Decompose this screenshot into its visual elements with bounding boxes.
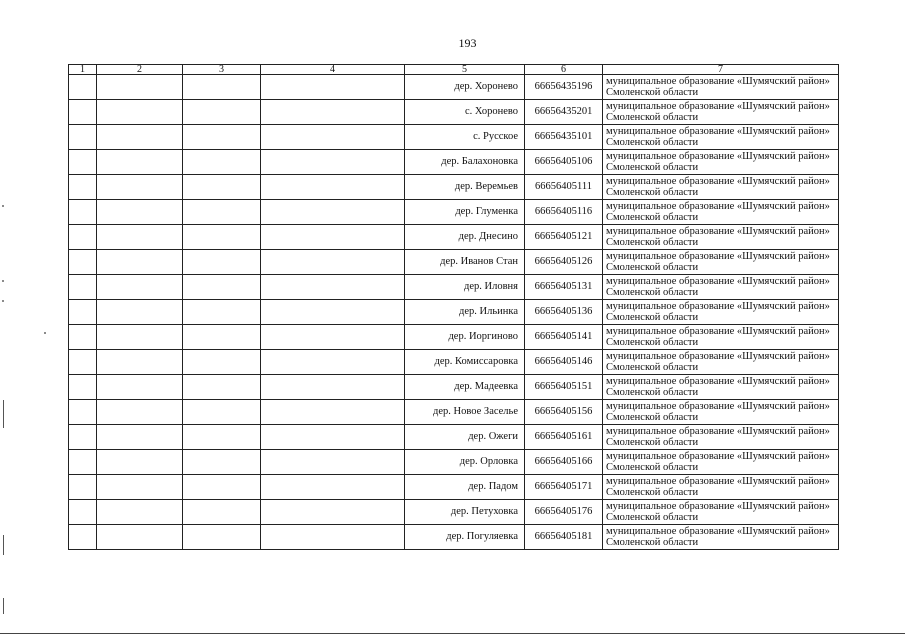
empty-cell — [69, 125, 97, 150]
oktmo-code: 66656405116 — [525, 200, 603, 225]
column-header: 4 — [261, 65, 405, 75]
empty-cell — [261, 500, 405, 525]
empty-cell — [97, 300, 183, 325]
empty-cell — [183, 350, 261, 375]
empty-cell — [97, 450, 183, 475]
oktmo-code: 66656405151 — [525, 375, 603, 400]
oktmo-code: 66656405111 — [525, 175, 603, 200]
table-row — [69, 375, 839, 400]
empty-cell — [183, 475, 261, 500]
oktmo-code: 66656405171 — [525, 475, 603, 500]
table-row — [69, 300, 839, 325]
empty-cell — [97, 475, 183, 500]
empty-cell — [183, 275, 261, 300]
empty-cell — [97, 325, 183, 350]
empty-cell — [261, 475, 405, 500]
empty-cell — [183, 450, 261, 475]
oktmo-code: 66656405146 — [525, 350, 603, 375]
empty-cell — [69, 275, 97, 300]
empty-cell — [97, 275, 183, 300]
column-header: 7 — [603, 65, 839, 75]
empty-cell — [69, 475, 97, 500]
scan-margin-mark — [3, 598, 4, 614]
table-row — [69, 450, 839, 475]
empty-cell — [183, 300, 261, 325]
empty-cell — [261, 75, 405, 100]
settlement-name: дер. Балахоновка — [405, 150, 525, 175]
settlement-name: дер. Орловка — [405, 450, 525, 475]
table-row — [69, 325, 839, 350]
column-header: 6 — [525, 65, 603, 75]
table-row — [69, 200, 839, 225]
municipality-name: муниципальное образование «Шумячский район» Смоленской области — [603, 150, 839, 175]
municipality-name: муниципальное образование «Шумячский район» Смоленской области — [603, 350, 839, 375]
empty-cell — [183, 500, 261, 525]
scan-dot — [2, 205, 4, 207]
settlement-name: дер. Погуляевка — [405, 525, 525, 550]
settlement-name: дер. Падом — [405, 475, 525, 500]
empty-cell — [69, 375, 97, 400]
table-row — [69, 350, 839, 375]
table-row — [69, 475, 839, 500]
oktmo-code: 66656405176 — [525, 500, 603, 525]
municipality-name: муниципальное образование «Шумячский район» Смоленской области — [603, 525, 839, 550]
empty-cell — [97, 100, 183, 125]
oktmo-code: 66656405136 — [525, 300, 603, 325]
oktmo-code: 66656405126 — [525, 250, 603, 275]
empty-cell — [97, 250, 183, 275]
empty-cell — [261, 225, 405, 250]
scan-margin-mark — [3, 535, 4, 555]
table-row — [69, 125, 839, 150]
oktmo-code: 66656405156 — [525, 400, 603, 425]
municipality-name: муниципальное образование «Шумячский район» Смоленской области — [603, 500, 839, 525]
settlement-name: дер. Иоргиново — [405, 325, 525, 350]
empty-cell — [261, 175, 405, 200]
scan-dot — [2, 280, 4, 282]
empty-cell — [97, 175, 183, 200]
municipality-name: муниципальное образование «Шумячский район» Смоленской области — [603, 400, 839, 425]
oktmo-code: 66656435101 — [525, 125, 603, 150]
empty-cell — [261, 300, 405, 325]
empty-cell — [69, 300, 97, 325]
empty-cell — [97, 150, 183, 175]
column-number-row — [69, 65, 839, 75]
oktmo-code: 66656405131 — [525, 275, 603, 300]
empty-cell — [261, 450, 405, 475]
empty-cell — [69, 500, 97, 525]
empty-cell — [261, 400, 405, 425]
empty-cell — [183, 100, 261, 125]
municipality-name: муниципальное образование «Шумячский район» Смоленской области — [603, 175, 839, 200]
municipality-name: муниципальное образование «Шумячский район» Смоленской области — [603, 250, 839, 275]
settlement-name: с. Русское — [405, 125, 525, 150]
empty-cell — [69, 150, 97, 175]
empty-cell — [261, 250, 405, 275]
empty-cell — [69, 400, 97, 425]
empty-cell — [97, 225, 183, 250]
municipality-name: муниципальное образование «Шумячский район» Смоленской области — [603, 475, 839, 500]
settlement-name: дер. Иванов Стан — [405, 250, 525, 275]
municipality-name: муниципальное образование «Шумячский район» Смоленской области — [603, 375, 839, 400]
empty-cell — [69, 525, 97, 550]
municipality-name: муниципальное образование «Шумячский район» Смоленской области — [603, 450, 839, 475]
empty-cell — [183, 75, 261, 100]
scan-dot — [44, 332, 46, 334]
page-number: 193 — [458, 36, 477, 50]
table-row — [69, 500, 839, 525]
scan-dot — [2, 300, 4, 302]
empty-cell — [261, 200, 405, 225]
empty-cell — [261, 350, 405, 375]
scan-margin-mark — [3, 400, 4, 428]
oktmo-code: 66656405141 — [525, 325, 603, 350]
oktmo-code: 66656405181 — [525, 525, 603, 550]
oktmo-code: 66656405166 — [525, 450, 603, 475]
settlement-name: дер. Комиссаровка — [405, 350, 525, 375]
empty-cell — [97, 75, 183, 100]
settlement-name: дер. Днесино — [405, 225, 525, 250]
empty-cell — [97, 425, 183, 450]
table-row — [69, 400, 839, 425]
empty-cell — [183, 425, 261, 450]
empty-cell — [261, 125, 405, 150]
empty-cell — [183, 400, 261, 425]
empty-cell — [97, 400, 183, 425]
settlement-name: дер. Веремьев — [405, 175, 525, 200]
municipality-name: муниципальное образование «Шумячский район» Смоленской области — [603, 300, 839, 325]
municipality-name: муниципальное образование «Шумячский район» Смоленской области — [603, 325, 839, 350]
empty-cell — [69, 425, 97, 450]
empty-cell — [69, 350, 97, 375]
municipality-name: муниципальное образование «Шумячский район» Смоленской области — [603, 100, 839, 125]
empty-cell — [183, 375, 261, 400]
empty-cell — [69, 225, 97, 250]
settlement-name: дер. Новое Заселье — [405, 400, 525, 425]
empty-cell — [69, 175, 97, 200]
empty-cell — [69, 75, 97, 100]
empty-cell — [183, 250, 261, 275]
table-row — [69, 250, 839, 275]
empty-cell — [261, 100, 405, 125]
oktmo-code: 66656405161 — [525, 425, 603, 450]
municipality-name: муниципальное образование «Шумячский район» Смоленской области — [603, 200, 839, 225]
settlement-name: дер. Петуховка — [405, 500, 525, 525]
empty-cell — [97, 375, 183, 400]
table-row — [69, 75, 839, 100]
settlements-table — [68, 64, 839, 550]
table-row — [69, 175, 839, 200]
empty-cell — [69, 450, 97, 475]
empty-cell — [183, 150, 261, 175]
empty-cell — [183, 200, 261, 225]
empty-cell — [183, 525, 261, 550]
table-row — [69, 275, 839, 300]
table-row — [69, 225, 839, 250]
empty-cell — [183, 175, 261, 200]
empty-cell — [97, 200, 183, 225]
oktmo-code: 66656405106 — [525, 150, 603, 175]
oktmo-code: 66656435201 — [525, 100, 603, 125]
column-header: 1 — [69, 65, 97, 75]
column-header: 2 — [97, 65, 183, 75]
table-row — [69, 150, 839, 175]
oktmo-code: 66656435196 — [525, 75, 603, 100]
empty-cell — [261, 525, 405, 550]
municipality-name: муниципальное образование «Шумячский район» Смоленской области — [603, 275, 839, 300]
settlement-name: дер. Глуменка — [405, 200, 525, 225]
page-bottom-edge — [0, 633, 905, 634]
empty-cell — [97, 125, 183, 150]
empty-cell — [261, 275, 405, 300]
empty-cell — [69, 250, 97, 275]
settlement-name: дер. Мадеевка — [405, 375, 525, 400]
empty-cell — [69, 200, 97, 225]
municipality-name: муниципальное образование «Шумячский район» Смоленской области — [603, 75, 839, 100]
empty-cell — [69, 325, 97, 350]
empty-cell — [261, 325, 405, 350]
empty-cell — [261, 375, 405, 400]
empty-cell — [97, 350, 183, 375]
municipality-name: муниципальное образование «Шумячский район» Смоленской области — [603, 425, 839, 450]
table-row — [69, 100, 839, 125]
settlement-name: дер. Ильинка — [405, 300, 525, 325]
empty-cell — [97, 525, 183, 550]
oktmo-code: 66656405121 — [525, 225, 603, 250]
municipality-name: муниципальное образование «Шумячский район» Смоленской области — [603, 225, 839, 250]
empty-cell — [183, 325, 261, 350]
settlement-name: дер. Хоронево — [405, 75, 525, 100]
column-header: 3 — [183, 65, 261, 75]
municipality-name: муниципальное образование «Шумячский район» Смоленской области — [603, 125, 839, 150]
settlement-name: с. Хоронево — [405, 100, 525, 125]
settlement-name: дер. Ожеги — [405, 425, 525, 450]
settlement-name: дер. Иловня — [405, 275, 525, 300]
empty-cell — [261, 425, 405, 450]
empty-cell — [97, 500, 183, 525]
column-header: 5 — [405, 65, 525, 75]
table-row — [69, 425, 839, 450]
empty-cell — [69, 100, 97, 125]
empty-cell — [183, 125, 261, 150]
empty-cell — [183, 225, 261, 250]
empty-cell — [261, 150, 405, 175]
table-row — [69, 525, 839, 550]
